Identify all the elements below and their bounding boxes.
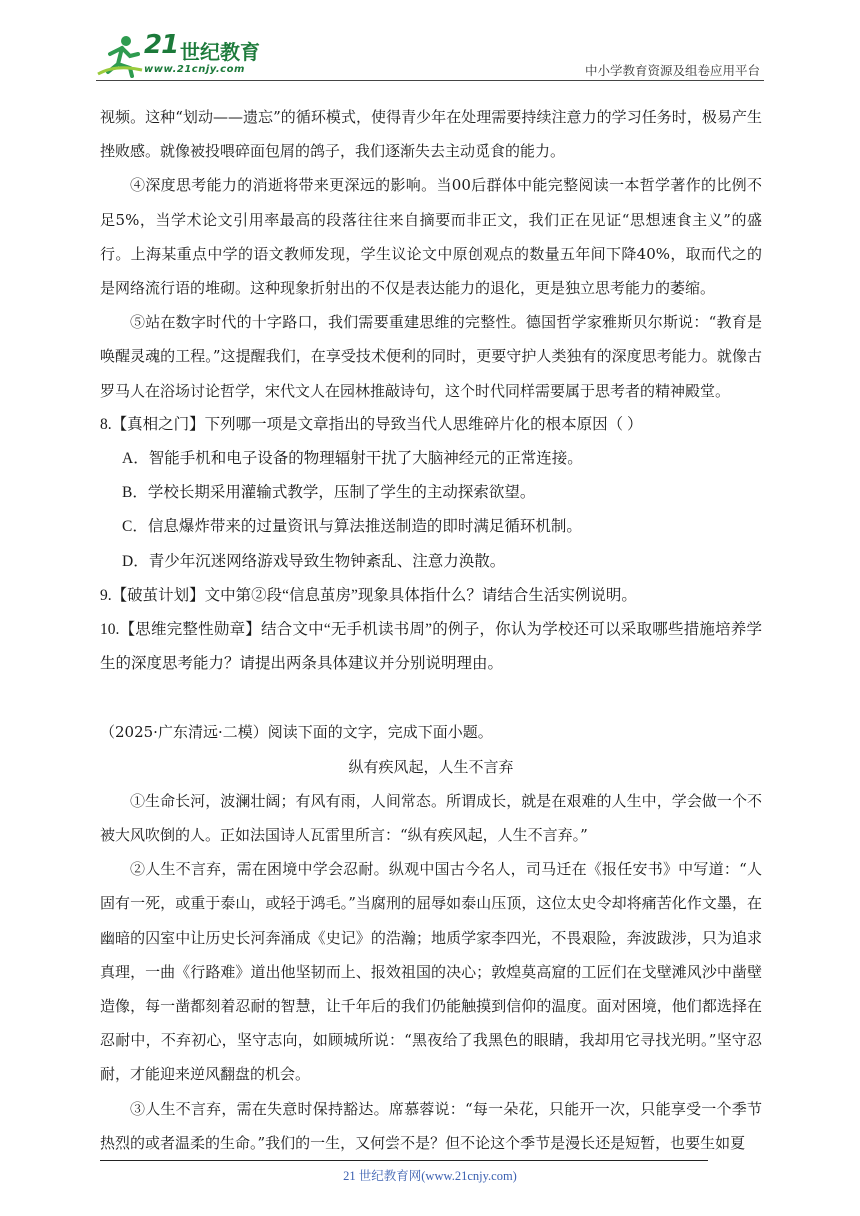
passage1-paragraph-3-tail: 视频。这种“划动——遗忘”的循环模式，使得青少年在处理需要持续注意力的学习任务时，极易产生挫败感。就像被投喂碎面包屑的鸽子，我们逐渐失去主动觅食的能力。 [100,108,762,161]
option-c: C．信息爆炸带来的过量资讯与算法推送制造的即时满足循环机制。 [122,518,582,536]
passage2-paragraph-3: ③人生不言弃，需在失意时保持豁达。席慕蓉说：“每一朵花，只能开一次，只能享受一个季节热烈的或者温柔的生命。”我们的一生，又何尝不是？但不论这个季节是漫长还是短暂，也要生如夏 [100,1099,762,1152]
site-logo[interactable] [96,30,266,82]
option-d: D．青少年沉迷网络游戏导致生物钟紊乱、注意力涣散。 [122,552,506,570]
passage2-title: 纵有疾风起，人生不言弃 [348,757,514,776]
page-header [0,0,860,90]
passage1-paragraph-4: ④深度思考能力的消逝将带来更深远的影响。当00后群体中能完整阅读一本哲学著作的比例不足5%，当学术论文引用率最高的段落往往来自摘要而非正文，我们正在见证“思想速食主义”的盛行。上海某重点中学的语文教师发现，学生议论文中原创观点的数量五年间下降40%，取而代之的是网络流行语的堆砌。这种现象折射出的不仅是表达能力的退化，更是独立思考能力的萎缩。 [100,176,762,298]
footer-link[interactable]: 21 世纪教育网(www.21cnjy.com) [343,1169,517,1183]
document-body [100,100,762,1160]
footer-divider [100,1160,708,1161]
passage1-paragraph-5: ⑤站在数字时代的十字路口，我们需要重建思维的完整性。德国哲学家雅斯贝尔斯说：“教育是唤醒灵魂的工程。”这提醒我们，在享受技术便利的同时，更要守护人类独有的深度思考能力。就像古罗马人在浴场讨论哲学，宋代文人在园林推敲诗句，这个时代同样需要属于思考者的精神殿堂。 [100,313,762,400]
question-8: 8.【真相之门】下列哪一项是文章指出的导致当代人思维碎片化的根本原因（ ） [100,415,643,433]
question-9: 9.【破茧计划】文中第②段“信息茧房”现象具体指什么？请结合生活实例说明。 [100,586,637,604]
logo-brand-text: 世纪教育 [180,40,260,64]
option-a: A．智能手机和电子设备的物理辐射干扰了大脑神经元的正常连接。 [122,450,583,468]
header-divider [96,80,764,81]
logo-url: www.21cnjy.com [144,64,245,75]
passage2-paragraph-1: ①生命长河，波澜壮阔；有风有雨，人间常态。所谓成长，就是在艰难的人生中，学会做一个不被大风吹倒的人。正如法国诗人瓦雷里所言：“纵有疾风起，人生不言弃。” [100,791,762,845]
question-10: 10.【思维完整性勋章】结合文中“无手机读书周”的例子，你认为学校还可以采取哪些措施培养学生的深度思考能力？请提出两条具体建议并分别说明理由。 [100,621,762,673]
option-b: B．学校长期采用灌输式教学，压制了学生的主动探索欲望。 [122,484,536,502]
section-gap [100,681,762,715]
passage2-paragraph-2: ②人生不言弃，需在困境中学会忍耐。纵观中国古今名人，司马迁在《报任安书》中写道：“人固有一死，或重于泰山，或轻于鸿毛。”当腐刑的屈辱如泰山压顶，这位太史令却将痛苦化作文墨，在幽暗的囚室中让历史长河奔涌成《史记》的浩瀚；地质学家李四光，不畏艰险，奔波跋涉，只为追求真理，一曲《行路难》道出他坚韧而上、报效祖国的决心；敦煌莫高窟的工匠们在戈壁滩风沙中凿壁造像，每一凿都刻着忍耐的智慧，让千年后的我们仍能触摸到信仰的温度。面对困境，他们都选择在忍耐中，不弃初心，坚守志向，如顾城所说：“黑夜给了我黑色的眼睛，我却用它寻找光明。”坚守忍耐，才能迎来逆风翻盘的机会。 [100,860,762,1084]
platform-name: 中小学教育资源及组卷应用平台 [584,63,760,78]
logo-number: 21 [144,30,179,60]
passage2-intro: （2025·广东清远·二模）阅读下面的文字，完成下面小题。 [100,723,493,742]
runner-logo-icon [96,34,144,78]
